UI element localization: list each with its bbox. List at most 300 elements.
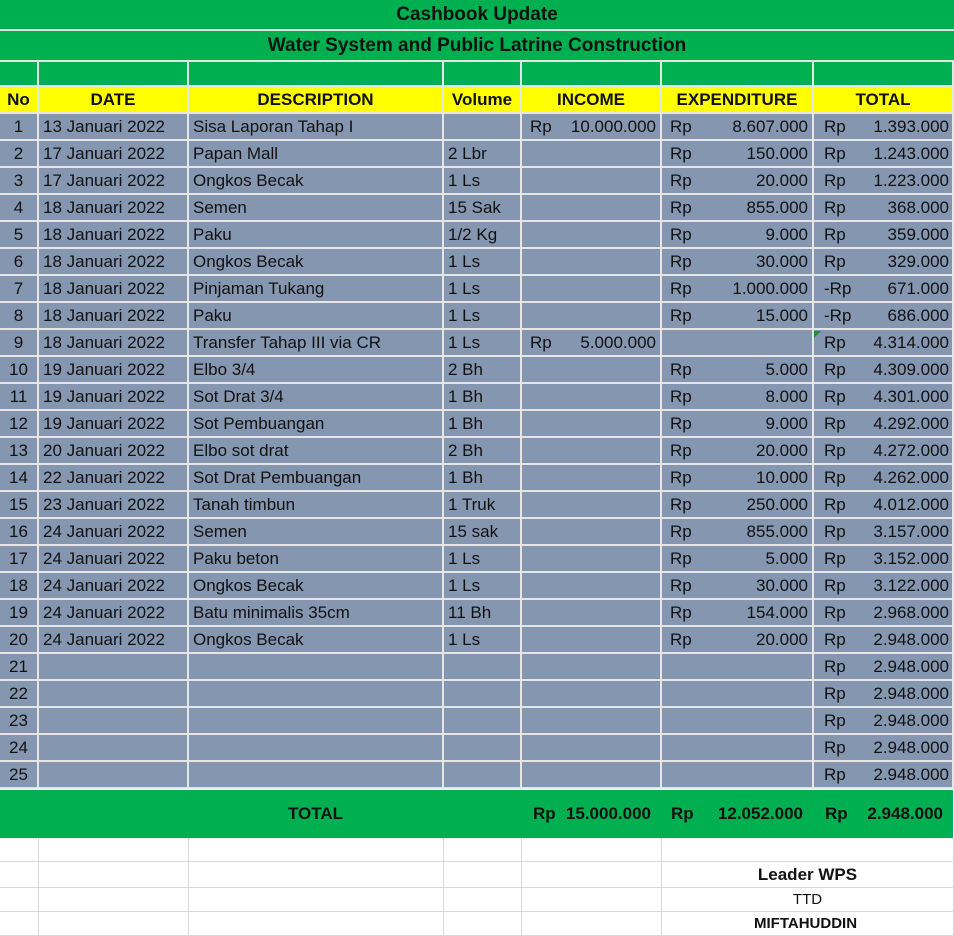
row-income[interactable] xyxy=(522,195,662,222)
row-expenditure-value: 250.000 xyxy=(746,494,808,514)
row-expenditure-value: 5.000 xyxy=(765,359,808,379)
row-date[interactable]: 24 Januari 2022 xyxy=(39,600,189,627)
empty-cell[interactable] xyxy=(0,888,39,912)
row-balance[interactable] xyxy=(814,330,954,357)
row-number[interactable]: 11 xyxy=(0,384,39,411)
row-number[interactable]: 22 xyxy=(0,681,39,708)
row-income[interactable] xyxy=(522,330,662,357)
row-expenditure[interactable] xyxy=(662,519,814,546)
row-volume[interactable]: 1 Bh xyxy=(444,411,522,438)
row-balance[interactable] xyxy=(814,195,954,222)
row-number[interactable]: 4 xyxy=(0,195,39,222)
row-balance[interactable] xyxy=(814,573,954,600)
empty-cell[interactable] xyxy=(0,862,39,888)
currency-label: Rp xyxy=(824,413,846,433)
row-volume[interactable]: 1 Ls xyxy=(444,303,522,330)
row-balance-value: 2.948.000 xyxy=(873,764,949,784)
row-expenditure[interactable] xyxy=(662,303,814,330)
row-description[interactable]: Sot Drat Pembuangan xyxy=(189,465,444,492)
row-description[interactable]: Pinjaman Tukang xyxy=(189,276,444,303)
row-volume[interactable]: 1 Bh xyxy=(444,384,522,411)
empty-cell[interactable] xyxy=(522,838,662,862)
row-date[interactable]: 13 Januari 2022 xyxy=(39,114,189,141)
row-volume[interactable] xyxy=(444,114,522,141)
row-expenditure[interactable] xyxy=(662,276,814,303)
row-volume[interactable]: 2 Lbr xyxy=(444,141,522,168)
row-date[interactable]: 23 Januari 2022 xyxy=(39,492,189,519)
row-number[interactable]: 17 xyxy=(0,546,39,573)
currency-label: Rp xyxy=(824,197,846,217)
row-expenditure[interactable] xyxy=(662,330,814,357)
currency-label: Rp xyxy=(824,629,846,649)
row-expenditure[interactable] xyxy=(662,195,814,222)
currency-label: Rp xyxy=(670,521,692,541)
currency-label: Rp xyxy=(670,602,692,622)
table-row xyxy=(0,384,954,411)
row-expenditure[interactable] xyxy=(662,222,814,249)
empty-cell[interactable] xyxy=(522,862,662,888)
row-description[interactable] xyxy=(189,708,444,735)
table-row xyxy=(0,654,954,681)
table-row xyxy=(0,600,954,627)
header-no[interactable]: No xyxy=(0,87,39,114)
row-balance[interactable] xyxy=(814,411,954,438)
row-date[interactable]: 19 Januari 2022 xyxy=(39,357,189,384)
row-expenditure-value: 20.000 xyxy=(756,440,808,460)
signature-ttd-row xyxy=(0,888,954,912)
row-balance[interactable] xyxy=(814,681,954,708)
row-expenditure[interactable] xyxy=(662,438,814,465)
row-balance[interactable] xyxy=(814,465,954,492)
row-number[interactable]: 15 xyxy=(0,492,39,519)
row-date[interactable]: 18 Januari 2022 xyxy=(39,303,189,330)
row-income[interactable] xyxy=(522,438,662,465)
row-description[interactable] xyxy=(189,762,444,789)
row-number[interactable]: 14 xyxy=(0,465,39,492)
row-number[interactable]: 9 xyxy=(0,330,39,357)
row-expenditure[interactable] xyxy=(662,168,814,195)
row-expenditure-value: 855.000 xyxy=(746,521,808,541)
row-balance[interactable] xyxy=(814,222,954,249)
row-number[interactable]: 7 xyxy=(0,276,39,303)
row-balance[interactable] xyxy=(814,303,954,330)
row-volume[interactable]: 1/2 Kg xyxy=(444,222,522,249)
currency-label: Rp xyxy=(824,440,846,460)
row-volume[interactable]: 11 Bh xyxy=(444,600,522,627)
signature-name-row xyxy=(0,912,954,936)
blank-row xyxy=(0,838,954,862)
totals-expenditure[interactable] xyxy=(661,790,813,838)
row-expenditure[interactable] xyxy=(662,681,814,708)
row-number[interactable]: 5 xyxy=(0,222,39,249)
row-balance-value: 2.948.000 xyxy=(873,629,949,649)
sheet-subtitle[interactable]: Water System and Public Latrine Construction xyxy=(0,31,954,62)
row-expenditure[interactable] xyxy=(662,465,814,492)
row-income[interactable] xyxy=(522,519,662,546)
row-number[interactable]: 10 xyxy=(0,357,39,384)
row-expenditure-value: 150.000 xyxy=(746,143,808,163)
row-volume[interactable]: 1 Truk xyxy=(444,492,522,519)
row-description[interactable]: Paku xyxy=(189,222,444,249)
empty-cell[interactable] xyxy=(39,912,189,936)
totals-income-value: 15.000.000 xyxy=(565,804,651,823)
table-row xyxy=(0,222,954,249)
row-date[interactable]: 19 Januari 2022 xyxy=(39,411,189,438)
row-expenditure[interactable] xyxy=(662,573,814,600)
currency-label: Rp xyxy=(533,804,556,823)
currency-label: Rp xyxy=(670,224,692,244)
row-volume[interactable]: 1 Ls xyxy=(444,573,522,600)
empty-cell[interactable] xyxy=(189,862,444,888)
row-volume[interactable]: 1 Ls xyxy=(444,168,522,195)
row-balance-value: 4.272.000 xyxy=(873,440,949,460)
row-balance[interactable] xyxy=(814,438,954,465)
row-balance-value: 329.000 xyxy=(887,251,949,271)
header-description[interactable]: DESCRIPTION xyxy=(189,87,444,114)
signature-role-row xyxy=(0,862,954,888)
row-number[interactable]: 18 xyxy=(0,573,39,600)
table-row xyxy=(0,330,954,357)
row-income[interactable] xyxy=(522,573,662,600)
table-row xyxy=(0,195,954,222)
row-volume[interactable] xyxy=(444,708,522,735)
row-description[interactable]: Papan Mall xyxy=(189,141,444,168)
row-volume[interactable]: 2 Bh xyxy=(444,438,522,465)
row-income[interactable] xyxy=(522,222,662,249)
row-balance[interactable] xyxy=(814,654,954,681)
row-date[interactable]: 17 Januari 2022 xyxy=(39,141,189,168)
row-number[interactable]: 16 xyxy=(0,519,39,546)
row-date[interactable]: 24 Januari 2022 xyxy=(39,573,189,600)
currency-label: Rp xyxy=(824,170,846,190)
currency-label: Rp xyxy=(670,467,692,487)
row-number[interactable]: 12 xyxy=(0,411,39,438)
row-balance[interactable] xyxy=(814,600,954,627)
row-date[interactable] xyxy=(39,735,189,762)
signature-ttd[interactable]: TTD xyxy=(662,888,954,912)
row-description[interactable]: Semen xyxy=(189,195,444,222)
currency-label: Rp xyxy=(824,548,846,568)
row-income[interactable] xyxy=(522,384,662,411)
row-number[interactable]: 19 xyxy=(0,600,39,627)
row-volume[interactable] xyxy=(444,681,522,708)
row-number[interactable]: 3 xyxy=(0,168,39,195)
row-expenditure[interactable] xyxy=(662,762,814,789)
currency-label: Rp xyxy=(824,332,846,352)
empty-cell[interactable] xyxy=(0,62,39,87)
row-date[interactable]: 24 Januari 2022 xyxy=(39,627,189,654)
empty-cell[interactable] xyxy=(444,912,522,936)
row-date[interactable]: 18 Januari 2022 xyxy=(39,195,189,222)
row-balance-value: 2.948.000 xyxy=(873,683,949,703)
row-volume[interactable]: 1 Ls xyxy=(444,627,522,654)
row-date[interactable]: 18 Januari 2022 xyxy=(39,222,189,249)
empty-cell[interactable] xyxy=(189,838,444,862)
row-description[interactable] xyxy=(189,735,444,762)
row-number[interactable]: 6 xyxy=(0,249,39,276)
row-expenditure[interactable] xyxy=(662,627,814,654)
currency-label: Rp xyxy=(670,305,692,325)
empty-cell[interactable] xyxy=(39,888,189,912)
header-income[interactable]: INCOME xyxy=(522,87,662,114)
table-row xyxy=(0,735,954,762)
row-income[interactable] xyxy=(522,546,662,573)
currency-label: Rp xyxy=(824,656,846,676)
row-number[interactable]: 25 xyxy=(0,762,39,789)
row-description[interactable]: Ongkos Becak xyxy=(189,573,444,600)
row-date[interactable] xyxy=(39,708,189,735)
row-date[interactable] xyxy=(39,762,189,789)
row-volume[interactable]: 15 sak xyxy=(444,519,522,546)
row-date[interactable]: 17 Januari 2022 xyxy=(39,168,189,195)
signature-role[interactable]: Leader WPS xyxy=(662,862,954,888)
row-expenditure-value: 30.000 xyxy=(756,251,808,271)
row-balance[interactable] xyxy=(814,384,954,411)
empty-cell[interactable] xyxy=(522,888,662,912)
empty-cell[interactable] xyxy=(189,62,444,87)
totals-income[interactable] xyxy=(521,790,661,838)
totals-balance-value: 2.948.000 xyxy=(867,804,943,823)
row-description[interactable]: Semen xyxy=(189,519,444,546)
row-description[interactable]: Elbo 3/4 xyxy=(189,357,444,384)
row-income[interactable] xyxy=(522,600,662,627)
table-row xyxy=(0,627,954,654)
row-balance[interactable] xyxy=(814,141,954,168)
row-income[interactable] xyxy=(522,708,662,735)
row-income[interactable] xyxy=(522,303,662,330)
row-date[interactable]: 18 Januari 2022 xyxy=(39,330,189,357)
row-income[interactable] xyxy=(522,654,662,681)
row-balance[interactable] xyxy=(814,708,954,735)
row-balance[interactable] xyxy=(814,492,954,519)
row-volume[interactable]: 1 Bh xyxy=(444,465,522,492)
empty-cell[interactable] xyxy=(444,838,522,862)
row-description[interactable]: Sisa Laporan Tahap I xyxy=(189,114,444,141)
table-row xyxy=(0,681,954,708)
sheet-title[interactable]: Cashbook Update xyxy=(0,0,954,31)
row-number[interactable]: 1 xyxy=(0,114,39,141)
row-income[interactable] xyxy=(522,627,662,654)
row-income[interactable] xyxy=(522,492,662,519)
subtitle-row xyxy=(0,31,954,62)
row-description[interactable]: Paku beton xyxy=(189,546,444,573)
empty-cell[interactable] xyxy=(189,888,444,912)
row-expenditure[interactable] xyxy=(662,492,814,519)
header-volume[interactable]: Volume xyxy=(444,87,522,114)
empty-cell[interactable] xyxy=(39,838,189,862)
empty-cell[interactable] xyxy=(814,62,954,87)
row-number[interactable]: 13 xyxy=(0,438,39,465)
row-number[interactable]: 8 xyxy=(0,303,39,330)
row-balance[interactable] xyxy=(814,168,954,195)
row-balance[interactable] xyxy=(814,735,954,762)
table-row xyxy=(0,708,954,735)
row-volume[interactable] xyxy=(444,735,522,762)
row-expenditure[interactable] xyxy=(662,708,814,735)
empty-cell[interactable] xyxy=(39,62,189,87)
table-row xyxy=(0,519,954,546)
currency-label: Rp xyxy=(670,548,692,568)
row-expenditure-value: 20.000 xyxy=(756,629,808,649)
currency-label: Rp xyxy=(825,804,848,823)
row-balance-value: 3.157.000 xyxy=(873,521,949,541)
row-number[interactable]: 24 xyxy=(0,735,39,762)
row-volume[interactable]: 1 Ls xyxy=(444,330,522,357)
row-balance[interactable] xyxy=(814,546,954,573)
currency-label: Rp xyxy=(671,804,694,823)
empty-cell[interactable] xyxy=(0,838,39,862)
empty-cell[interactable] xyxy=(522,62,662,87)
row-volume[interactable] xyxy=(444,654,522,681)
row-date[interactable]: 19 Januari 2022 xyxy=(39,384,189,411)
row-expenditure[interactable] xyxy=(662,411,814,438)
row-description[interactable]: Sot Drat 3/4 xyxy=(189,384,444,411)
row-expenditure[interactable] xyxy=(662,600,814,627)
row-expenditure[interactable] xyxy=(662,384,814,411)
header-row xyxy=(0,87,954,114)
totals-row xyxy=(0,790,954,838)
row-number[interactable]: 21 xyxy=(0,654,39,681)
row-balance-value: 359.000 xyxy=(887,224,949,244)
row-description[interactable]: Ongkos Becak xyxy=(189,168,444,195)
row-balance[interactable] xyxy=(814,519,954,546)
row-date[interactable] xyxy=(39,654,189,681)
currency-label: -Rp xyxy=(824,278,852,298)
table-row xyxy=(0,249,954,276)
header-date[interactable]: DATE xyxy=(39,87,189,114)
row-volume[interactable]: 1 Ls xyxy=(444,546,522,573)
row-date[interactable]: 24 Januari 2022 xyxy=(39,546,189,573)
row-description[interactable]: Tanah timbun xyxy=(189,492,444,519)
empty-cell[interactable] xyxy=(444,888,522,912)
row-expenditure-value: 8.000 xyxy=(765,386,808,406)
row-expenditure-value: 20.000 xyxy=(756,170,808,190)
row-volume[interactable]: 1 Ls xyxy=(444,276,522,303)
row-volume[interactable] xyxy=(444,762,522,789)
currency-label: Rp xyxy=(824,386,846,406)
row-balance[interactable] xyxy=(814,114,954,141)
row-volume[interactable]: 2 Bh xyxy=(444,357,522,384)
empty-cell[interactable] xyxy=(39,862,189,888)
empty-cell[interactable] xyxy=(444,62,522,87)
row-expenditure[interactable] xyxy=(662,249,814,276)
row-balance-value: 3.152.000 xyxy=(873,548,949,568)
spacer-row xyxy=(0,62,954,87)
row-balance[interactable] xyxy=(814,249,954,276)
row-income[interactable] xyxy=(522,762,662,789)
row-income[interactable] xyxy=(522,681,662,708)
currency-label: Rp xyxy=(824,521,846,541)
row-number[interactable]: 2 xyxy=(0,141,39,168)
currency-label: Rp xyxy=(670,251,692,271)
row-expenditure-value: 15.000 xyxy=(756,305,808,325)
row-description[interactable]: Transfer Tahap III via CR xyxy=(189,330,444,357)
table-row xyxy=(0,168,954,195)
row-income-value: 10.000.000 xyxy=(570,116,656,136)
row-description[interactable]: Ongkos Becak xyxy=(189,627,444,654)
row-date[interactable]: 18 Januari 2022 xyxy=(39,249,189,276)
header-total[interactable]: TOTAL xyxy=(814,87,954,114)
row-income[interactable] xyxy=(522,276,662,303)
row-income-value: 5.000.000 xyxy=(580,332,656,352)
row-description[interactable] xyxy=(189,681,444,708)
currency-label: Rp xyxy=(670,143,692,163)
totals-balance[interactable] xyxy=(813,790,953,838)
row-balance-value: 671.000 xyxy=(887,278,949,298)
table-row xyxy=(0,492,954,519)
row-balance[interactable] xyxy=(814,762,954,789)
row-balance[interactable] xyxy=(814,276,954,303)
table-row xyxy=(0,114,954,141)
row-balance-value: 3.122.000 xyxy=(873,575,949,595)
title-row xyxy=(0,0,954,31)
row-expenditure[interactable] xyxy=(662,654,814,681)
row-income[interactable] xyxy=(522,168,662,195)
row-number[interactable]: 23 xyxy=(0,708,39,735)
row-date[interactable]: 24 Januari 2022 xyxy=(39,519,189,546)
row-description[interactable]: Batu minimalis 35cm xyxy=(189,600,444,627)
currency-label: Rp xyxy=(824,143,846,163)
totals-label[interactable]: TOTAL xyxy=(0,790,521,838)
row-income[interactable] xyxy=(522,465,662,492)
empty-cell[interactable] xyxy=(662,62,814,87)
empty-cell[interactable] xyxy=(0,912,39,936)
row-expenditure[interactable] xyxy=(662,546,814,573)
row-description[interactable]: Elbo sot drat xyxy=(189,438,444,465)
row-volume[interactable]: 1 Ls xyxy=(444,249,522,276)
row-expenditure[interactable] xyxy=(662,141,814,168)
row-income[interactable] xyxy=(522,411,662,438)
row-expenditure[interactable] xyxy=(662,735,814,762)
row-balance-value: 686.000 xyxy=(887,305,949,325)
row-balance[interactable] xyxy=(814,357,954,384)
row-income[interactable] xyxy=(522,357,662,384)
row-balance[interactable] xyxy=(814,627,954,654)
currency-label: Rp xyxy=(824,467,846,487)
row-income[interactable] xyxy=(522,735,662,762)
row-description[interactable] xyxy=(189,654,444,681)
row-expenditure[interactable] xyxy=(662,114,814,141)
empty-cell[interactable] xyxy=(662,838,954,862)
row-expenditure[interactable] xyxy=(662,357,814,384)
row-income[interactable] xyxy=(522,249,662,276)
row-income[interactable] xyxy=(522,141,662,168)
row-balance-value: 1.243.000 xyxy=(873,143,949,163)
row-description[interactable]: Ongkos Becak xyxy=(189,249,444,276)
table-row xyxy=(0,546,954,573)
row-income[interactable] xyxy=(522,114,662,141)
row-balance-value: 368.000 xyxy=(887,197,949,217)
row-balance-value: 2.948.000 xyxy=(873,737,949,757)
empty-cell[interactable] xyxy=(189,912,444,936)
empty-cell[interactable] xyxy=(522,912,662,936)
row-expenditure-value: 10.000 xyxy=(756,467,808,487)
table-row xyxy=(0,411,954,438)
empty-cell[interactable] xyxy=(444,862,522,888)
row-date[interactable]: 20 Januari 2022 xyxy=(39,438,189,465)
currency-label: Rp xyxy=(530,332,552,352)
row-description[interactable]: Paku xyxy=(189,303,444,330)
signature-name[interactable]: MIFTAHUDDIN xyxy=(662,912,954,936)
row-volume[interactable]: 15 Sak xyxy=(444,195,522,222)
row-number[interactable]: 20 xyxy=(0,627,39,654)
row-description[interactable]: Sot Pembuangan xyxy=(189,411,444,438)
comment-marker-icon xyxy=(814,331,821,338)
row-date[interactable]: 18 Januari 2022 xyxy=(39,276,189,303)
row-date[interactable]: 22 Januari 2022 xyxy=(39,465,189,492)
header-expenditure[interactable]: EXPENDITURE xyxy=(662,87,814,114)
row-date[interactable] xyxy=(39,681,189,708)
